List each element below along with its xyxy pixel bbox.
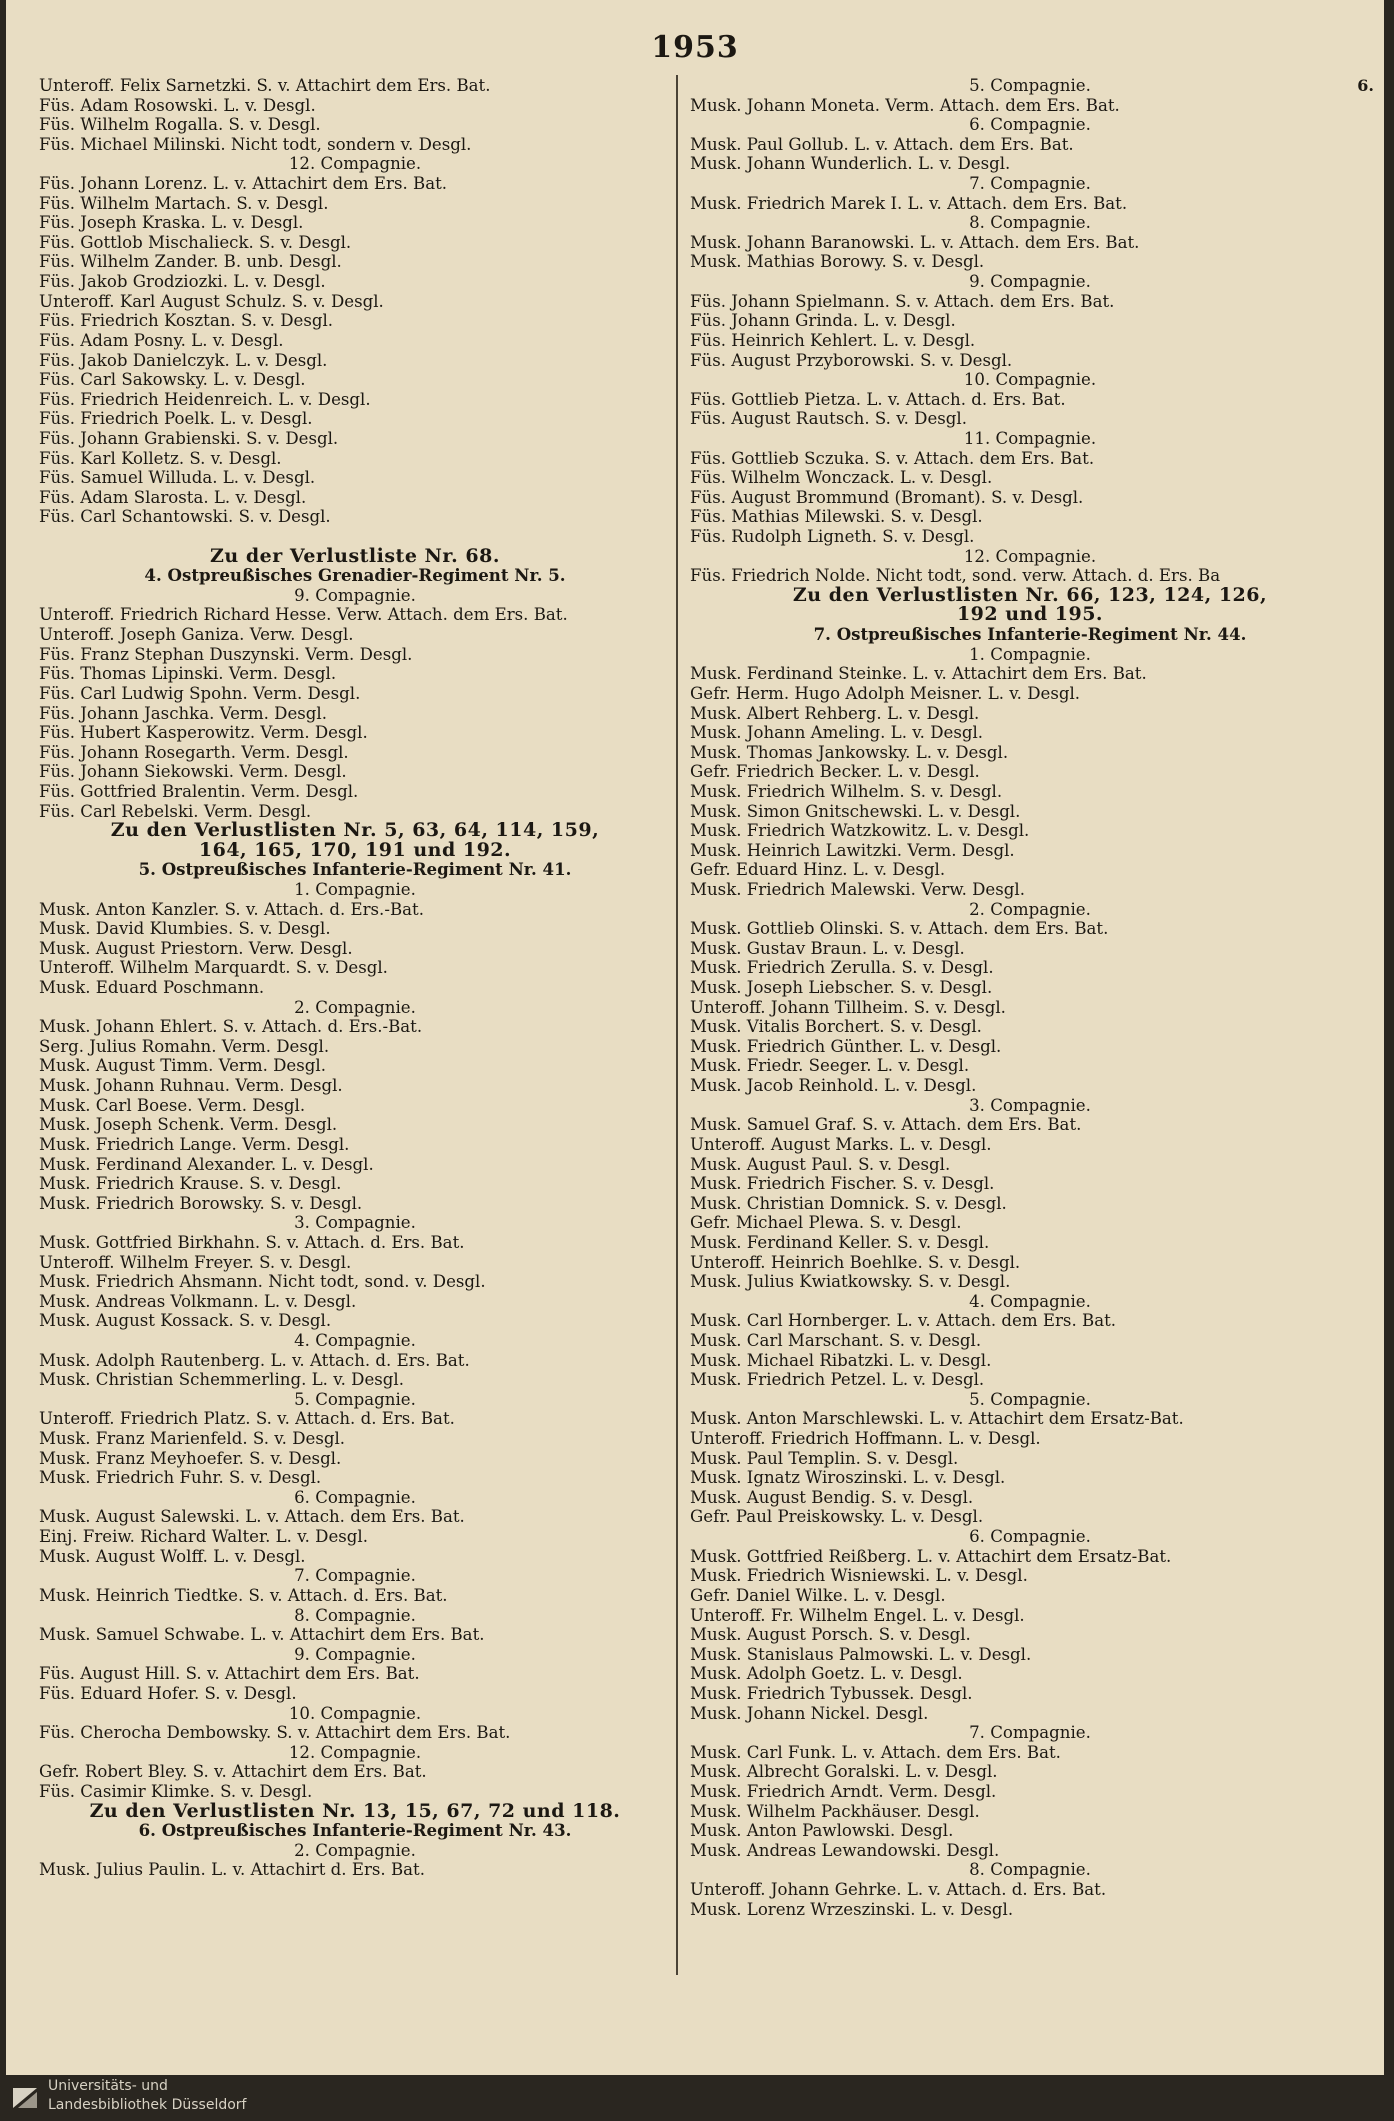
page-number: 1953	[651, 30, 739, 65]
list-entry: Füs. Carl Rebelski. Verm. Desgl.	[39, 801, 312, 821]
regiment-heading: 7. Ostpreußisches Infanterie-Regiment Nr. 44.	[813, 625, 1247, 645]
list-entry: Unteroff. Johann Tillheim. S. v. Desgl.	[690, 997, 1006, 1017]
list-entry: Musk. August Paul. S. v. Desgl.	[690, 1154, 951, 1174]
list-entry: Musk. Albert Rehberg. L. v. Desgl.	[690, 703, 980, 723]
list-entry: Gefr. Friedrich Becker. L. v. Desgl.	[690, 762, 980, 782]
list-heading: Zu den Verlustlisten Nr. 13, 15, 67, 72 und 118.	[89, 1801, 621, 1822]
list-entry: Musk. Andreas Lewandowski. Desgl.	[690, 1840, 1000, 1860]
list-heading: Zu der Verlustliste Nr. 68.	[210, 546, 500, 567]
list-entry: Unteroff. Johann Gehrke. L. v. Attach. d. Ers. Bat.	[690, 1880, 1107, 1900]
list-entry: Musk. David Klumbies. S. v. Desgl.	[39, 919, 331, 939]
list-entry: Unteroff. Fr. Wilhelm Engel. L. v. Desgl.	[690, 1605, 1025, 1625]
company-heading: 6. Compagnie.	[969, 1527, 1091, 1547]
company-heading: 4. Compagnie.	[969, 1291, 1091, 1311]
list-entry: Füs. Adam Rosowski. L. v. Desgl.	[39, 95, 316, 115]
list-entry: Füs. Friedrich Heidenreich. L. v. Desgl.	[39, 389, 371, 409]
list-entry: Füs. Franz Stephan Duszynski. Verm. Desgl.	[39, 644, 413, 664]
list-entry: Musk. Ferdinand Keller. S. v. Desgl.	[690, 1232, 990, 1252]
list-entry: Füs. Carl Schantowski. S. v. Desgl.	[39, 507, 331, 527]
list-heading: 164, 165, 170, 191 und 192.	[198, 840, 512, 861]
company-heading: 2. Compagnie.	[969, 899, 1091, 919]
list-entry: Musk. Johann Ehlert. S. v. Attach. d. Ers.-Bat.	[39, 1017, 423, 1037]
list-entry: Musk. Ignatz Wiroszinski. L. v. Desgl.	[690, 1468, 1006, 1488]
list-entry: Gefr. Paul Preiskowsky. L. v. Desgl.	[690, 1507, 984, 1527]
list-entry: Füs. Heinrich Kehlert. L. v. Desgl.	[690, 330, 976, 350]
list-entry: Musk. Paul Gollub. L. v. Attach. dem Ers. Bat.	[690, 134, 1074, 154]
list-entry: Musk. Johann Wunderlich. L. v. Desgl.	[690, 154, 1011, 174]
list-entry: Musk. Joseph Liebscher. S. v. Desgl.	[690, 978, 993, 998]
list-entry: Unteroff. Friedrich Platz. S. v. Attach. d. Ers. Bat.	[39, 1409, 455, 1429]
list-entry: Füs. Wilhelm Rogalla. S. v. Desgl.	[39, 115, 321, 135]
company-heading: 10. Compagnie.	[288, 1703, 422, 1723]
company-heading: 11. Compagnie.	[963, 428, 1097, 448]
company-heading: 8. Compagnie.	[294, 1605, 416, 1625]
list-heading: Zu den Verlustlisten Nr. 66, 123, 124, 126,	[792, 585, 1268, 606]
company-heading: 4. Compagnie.	[294, 1331, 416, 1350]
list-entry: Musk. Adolph Rautenberg. L. v. Attach. d. Ers. Bat.	[39, 1350, 470, 1370]
list-entry: Musk. Johann Nickel. Desgl.	[690, 1703, 929, 1723]
list-entry: Füs. Johann Grabienski. S. v. Desgl.	[39, 428, 339, 448]
list-entry: Musk. Carl Hornberger. L. v. Attach. dem Ers. Bat.	[690, 1311, 1117, 1331]
list-entry: Serg. Julius Romahn. Verm. Desgl.	[39, 1036, 330, 1056]
list-entry: Musk. Friedrich Watzkowitz. L. v. Desgl.	[690, 821, 1030, 841]
newspaper-page	[6, 0, 1384, 2075]
list-entry: Musk. Thomas Jankowsky. L. v. Desgl.	[690, 742, 1009, 762]
list-entry: Musk. Michael Ribatzki. L. v. Desgl.	[690, 1350, 992, 1370]
list-entry: Musk. Ferdinand Steinke. L. v. Attachirt dem Ers. Bat.	[690, 664, 1147, 684]
company-heading: 8. Compagnie.	[969, 213, 1091, 233]
list-entry: Einj. Freiw. Richard Walter. L. v. Desgl.	[39, 1527, 368, 1547]
list-entry: Füs. Michael Milinski. Nicht todt, sondern v. Desgl.	[39, 134, 472, 154]
list-entry: Musk. Anton Marschlewski. L. v. Attachirt dem Ersatz-Bat.	[690, 1409, 1184, 1429]
list-entry: Musk. Friedrich Lange. Verm. Desgl.	[39, 1134, 350, 1154]
list-entry: Füs. Johann Jaschka. Verm. Desgl.	[39, 703, 328, 723]
company-heading: 10. Compagnie.	[963, 370, 1097, 390]
list-entry: Musk. August Bendig. S. v. Desgl.	[690, 1487, 974, 1507]
list-entry: Musk. Gottlieb Olinski. S. v. Attach. dem Ers. Bat.	[690, 919, 1109, 939]
company-heading: 3. Compagnie.	[294, 1213, 416, 1233]
company-heading: 1. Compagnie.	[294, 879, 416, 899]
list-heading: Zu den Verlustlisten Nr. 5, 63, 64, 114, 159,	[110, 821, 600, 841]
list-entry: Musk. Julius Paulin. L. v. Attachirt d. Ers. Bat.	[39, 1860, 425, 1880]
list-entry: Füs. Friedrich Nolde. Nicht todt, sond. verw. Attach. d. Ers. Ba	[690, 566, 1221, 586]
list-entry: Musk. Friedrich Borowsky. S. v. Desgl.	[39, 1193, 363, 1213]
list-entry: Gefr. Herm. Hugo Adolph Meisner. L. v. Desgl.	[690, 683, 1081, 703]
list-entry: Füs. Carl Sakowsky. L. v. Desgl.	[39, 370, 306, 390]
company-heading: 12. Compagnie.	[288, 154, 422, 174]
list-entry: Musk. Friedrich Ahsmann. Nicht todt, sond. v. Desgl.	[39, 1272, 486, 1292]
margin-mark: 6.	[1357, 76, 1374, 95]
list-entry: Musk. Ferdinand Alexander. L. v. Desgl.	[39, 1154, 374, 1174]
regiment-heading: 6. Ostpreußisches Infanterie-Regiment Nr. 43.	[138, 1821, 572, 1841]
list-entry: Musk. August Wolff. L. v. Desgl.	[39, 1546, 306, 1566]
list-entry: Musk. Gustav Braun. L. v. Desgl.	[690, 938, 965, 958]
list-entry: Unteroff. Wilhelm Marquardt. S. v. Desgl.	[39, 958, 388, 978]
list-entry: Musk. Samuel Graf. S. v. Attach. dem Ers. Bat.	[690, 1115, 1082, 1135]
list-entry: Füs. Gottlieb Sczuka. S. v. Attach. dem Ers. Bat.	[690, 448, 1095, 468]
list-entry: Musk. Gottfried Birkhahn. S. v. Attach. d. Ers. Bat.	[39, 1232, 465, 1252]
list-entry: Musk. Carl Funk. L. v. Attach. dem Ers. Bat.	[690, 1742, 1061, 1762]
company-heading: 6. Compagnie.	[969, 115, 1091, 135]
list-entry: Füs. Mathias Milewski. S. v. Desgl.	[690, 507, 983, 527]
list-entry: Füs. Wilhelm Wonczack. L. v. Desgl.	[690, 468, 993, 488]
list-entry: Musk. August Salewski. L. v. Attach. dem Ers. Bat.	[39, 1507, 465, 1527]
list-entry: Unteroff. August Marks. L. v. Desgl.	[690, 1134, 992, 1154]
list-entry: Musk. Anton Kanzler. S. v. Attach. d. Ers.-Bat.	[39, 899, 424, 919]
list-entry: Musk. Friedrich Fuhr. S. v. Desgl.	[39, 1468, 322, 1488]
regiment-heading: 4. Ostpreußisches Grenadier-Regiment Nr. 5.	[144, 566, 566, 586]
list-entry: Füs. Friedrich Poelk. L. v. Desgl.	[39, 409, 313, 429]
column-divider	[676, 75, 678, 1975]
list-entry: Unteroff. Wilhelm Freyer. S. v. Desgl.	[39, 1252, 352, 1272]
list-entry: Musk. Christian Schemmerling. L. v. Desgl.	[39, 1370, 404, 1390]
list-entry: Füs. Adam Posny. L. v. Desgl.	[39, 330, 284, 350]
company-heading: 7. Compagnie.	[969, 174, 1091, 194]
list-entry: Füs. Jakob Danielczyk. L. v. Desgl.	[39, 350, 328, 370]
list-entry: Unteroff. Friedrich Richard Hesse. Verw. Attach. dem Ers. Bat.	[39, 605, 568, 625]
list-entry: Musk. Joseph Schenk. Verm. Desgl.	[39, 1115, 338, 1135]
footer-line-2: Landesbibliothek Düsseldorf	[48, 2097, 247, 2113]
list-entry: Gefr. Robert Bley. S. v. Attachirt dem Ers. Bat.	[39, 1762, 427, 1782]
list-entry: Musk. August Timm. Verm. Desgl.	[39, 1056, 326, 1076]
list-entry: Füs. Johann Grinda. L. v. Desgl.	[690, 311, 956, 331]
list-entry: Musk. August Porsch. S. v. Desgl.	[690, 1625, 971, 1645]
list-entry: Musk. Heinrich Tiedtke. S. v. Attach. d. Ers. Bat.	[39, 1585, 448, 1605]
list-entry: Musk. Friedrich Arndt. Verm. Desgl.	[690, 1782, 997, 1802]
list-entry: Musk. Eduard Poschmann.	[39, 978, 265, 998]
list-entry: Musk. Jacob Reinhold. L. v. Desgl.	[690, 1076, 977, 1096]
list-entry: Musk. Friedrich Wilhelm. S. v. Desgl.	[690, 781, 1003, 801]
list-entry: Musk. Vitalis Borchert. S. v. Desgl.	[690, 1017, 982, 1037]
list-entry: Musk. Johann Ameling. L. v. Desgl.	[690, 723, 984, 743]
list-entry: Musk. Johann Moneta. Verm. Attach. dem Ers. Bat.	[690, 95, 1120, 115]
list-entry: Musk. August Priestorn. Verw. Desgl.	[39, 938, 353, 958]
list-entry: Unteroff. Heinrich Boehlke. S. v. Desgl.	[690, 1252, 1021, 1272]
blank-line	[39, 527, 671, 547]
list-entry: Musk. Friedrich Wisniewski. L. v. Desgl.	[690, 1566, 1028, 1586]
list-entry: Füs. Johann Rosegarth. Verm. Desgl.	[39, 742, 349, 762]
list-entry: Musk. Anton Pawlowski. Desgl.	[690, 1821, 954, 1841]
list-entry: Füs. August Brommund (Bromant). S. v. Desgl.	[690, 487, 1084, 507]
company-heading: 2. Compagnie.	[294, 997, 416, 1017]
list-entry: Musk. Friedrich Krause. S. v. Desgl.	[39, 1174, 342, 1194]
company-heading: 5. Compagnie.	[294, 1389, 416, 1409]
company-heading: 7. Compagnie.	[294, 1566, 416, 1586]
list-entry: Gefr. Daniel Wilke. L. v. Desgl.	[690, 1585, 946, 1605]
company-heading: 6. Compagnie.	[294, 1487, 416, 1507]
company-heading: 9. Compagnie.	[294, 585, 416, 605]
company-heading: 9. Compagnie.	[969, 272, 1091, 292]
list-entry: Füs. Cherocha Dembowsky. S. v. Attachirt dem Ers. Bat.	[39, 1723, 511, 1743]
regiment-heading: 5. Ostpreußisches Infanterie-Regiment Nr. 41.	[138, 860, 572, 880]
list-entry: Gefr. Michael Plewa. S. v. Desgl.	[690, 1213, 962, 1233]
list-entry: Füs. Wilhelm Martach. S. v. Desgl.	[39, 193, 329, 213]
list-entry: Musk. Friedrich Zerulla. S. v. Desgl.	[690, 958, 994, 978]
right-column	[690, 76, 1370, 1919]
list-entry: Musk. Samuel Schwabe. L. v. Attachirt dem Ers. Bat.	[39, 1625, 485, 1645]
library-logo-icon	[10, 2083, 40, 2113]
list-entry: Musk. Christian Domnick. S. v. Desgl.	[690, 1193, 1007, 1213]
list-entry: Füs. Adam Slarosta. L. v. Desgl.	[39, 487, 307, 507]
company-heading: 2. Compagnie.	[294, 1840, 416, 1860]
list-entry: Füs. Johann Spielmann. S. v. Attach. dem Ers. Bat.	[690, 291, 1115, 311]
list-entry: Unteroff. Karl August Schulz. S. v. Desgl.	[39, 291, 384, 311]
company-heading: 7. Compagnie.	[969, 1723, 1091, 1743]
list-entry: Unteroff. Felix Sarnetzki. S. v. Attachirt dem Ers. Bat.	[39, 76, 491, 95]
list-entry: Füs. Gottfried Bralentin. Verm. Desgl.	[39, 781, 359, 801]
list-entry: Füs. Jakob Grodziozki. L. v. Desgl.	[39, 272, 326, 292]
list-entry: Musk. Johann Baranowski. L. v. Attach. dem Ers. Bat.	[690, 232, 1140, 252]
list-entry: Füs. Wilhelm Zander. B. unb. Desgl.	[39, 252, 342, 272]
list-entry: Musk. Friedr. Seeger. L. v. Desgl.	[690, 1056, 970, 1076]
company-heading: 1. Compagnie.	[969, 644, 1091, 664]
list-entry: Musk. Friedrich Tybussek. Desgl.	[690, 1683, 973, 1703]
list-entry: Füs. Thomas Lipinski. Verm. Desgl.	[39, 664, 337, 684]
list-entry: Musk. Friedrich Günther. L. v. Desgl.	[690, 1036, 1002, 1056]
list-entry: Füs. Joseph Kraska. L. v. Desgl.	[39, 213, 304, 233]
list-entry: Musk. Paul Templin. S. v. Desgl.	[690, 1448, 959, 1468]
list-entry: Füs. August Przyborowski. S. v. Desgl.	[690, 350, 1013, 370]
list-entry: Musk. Simon Gnitschewski. L. v. Desgl.	[690, 801, 1021, 821]
list-entry: Füs. Johann Siekowski. Verm. Desgl.	[39, 762, 347, 782]
company-heading: 5. Compagnie.	[969, 1389, 1091, 1409]
list-entry: Musk. Friedrich Petzel. L. v. Desgl.	[690, 1370, 985, 1390]
list-entry: Füs. August Rautsch. S. v. Desgl.	[690, 409, 967, 429]
list-entry: Musk. Lorenz Wrzeszinski. L. v. Desgl.	[690, 1899, 1014, 1919]
list-entry: Musk. Wilhelm Packhäuser. Desgl.	[690, 1801, 980, 1821]
list-entry: Füs. Karl Kolletz. S. v. Desgl.	[39, 448, 282, 468]
list-entry: Unteroff. Friedrich Hoffmann. L. v. Desgl.	[690, 1429, 1041, 1449]
list-entry: Musk. Johann Ruhnau. Verm. Desgl.	[39, 1076, 343, 1096]
list-entry: Füs. Eduard Hofer. S. v. Desgl.	[39, 1683, 297, 1703]
list-entry: Musk. Franz Marienfeld. S. v. Desgl.	[39, 1429, 346, 1449]
footer-line-1: Universitäts- und	[48, 2078, 168, 2094]
list-entry: Musk. Adolph Goetz. L. v. Desgl.	[690, 1664, 963, 1684]
list-entry: Füs. Friedrich Kosztan. S. v. Desgl.	[39, 311, 334, 331]
list-entry: Musk. Stanislaus Palmowski. L. v. Desgl.	[690, 1644, 1032, 1664]
list-entry: Musk. Julius Kwiatkowsky. S. v. Desgl.	[690, 1272, 1011, 1292]
left-column	[39, 76, 671, 1880]
list-entry: Musk. Friedrich Fischer. S. v. Desgl.	[690, 1174, 995, 1194]
list-entry: Füs. Rudolph Ligneth. S. v. Desgl.	[690, 527, 975, 547]
list-entry: Unteroff. Joseph Ganiza. Verw. Desgl.	[39, 625, 354, 645]
list-entry: Musk. Mathias Borowy. S. v. Desgl.	[690, 252, 985, 272]
list-entry: Füs. August Hill. S. v. Attachirt dem Ers. Bat.	[39, 1664, 420, 1684]
list-entry: Musk. Carl Marschant. S. v. Desgl.	[690, 1331, 982, 1350]
company-heading: 12. Compagnie.	[963, 546, 1097, 566]
list-entry: Musk. Gottfried Reißberg. L. v. Attachirt dem Ersatz-Bat.	[690, 1546, 1172, 1566]
company-heading: 3. Compagnie.	[969, 1095, 1091, 1115]
list-entry: Füs. Carl Ludwig Spohn. Verm. Desgl.	[39, 683, 361, 703]
list-entry: Musk. Albrecht Goralski. L. v. Desgl.	[690, 1762, 998, 1782]
list-heading: 192 und 195.	[956, 605, 1104, 626]
list-entry: Musk. Franz Meyhoefer. S. v. Desgl.	[39, 1448, 342, 1468]
list-entry: Füs. Samuel Willuda. L. v. Desgl.	[39, 468, 316, 488]
company-heading: 9. Compagnie.	[294, 1644, 416, 1664]
list-entry: Gefr. Eduard Hinz. L. v. Desgl.	[690, 860, 946, 880]
list-entry: Füs. Casimir Klimke. S. v. Desgl.	[39, 1782, 313, 1802]
list-entry: Füs. Gottlieb Pietza. L. v. Attach. d. Ers. Bat.	[690, 389, 1066, 409]
list-entry: Musk. Carl Boese. Verm. Desgl.	[39, 1095, 306, 1115]
list-entry: Füs. Hubert Kasperowitz. Verm. Desgl.	[39, 723, 368, 743]
footer-text	[48, 2077, 246, 2115]
company-heading: 8. Compagnie.	[969, 1860, 1091, 1880]
list-entry: Musk. Friedrich Marek I. L. v. Attach. dem Ers. Bat.	[690, 193, 1128, 213]
list-entry: Musk. Friedrich Malewski. Verw. Desgl.	[690, 879, 1025, 899]
list-entry: Musk. August Kossack. S. v. Desgl.	[39, 1311, 332, 1331]
list-entry: Musk. Heinrich Lawitzki. Verm. Desgl.	[690, 840, 1015, 860]
list-entry: Füs. Johann Lorenz. L. v. Attachirt dem Ers. Bat.	[39, 174, 448, 194]
list-entry: Füs. Gottlob Mischalieck. S. v. Desgl.	[39, 232, 352, 252]
list-entry: Musk. Andreas Volkmann. L. v. Desgl.	[39, 1291, 357, 1311]
company-heading: 5. Compagnie.	[969, 76, 1091, 95]
company-heading: 12. Compagnie.	[288, 1742, 422, 1762]
